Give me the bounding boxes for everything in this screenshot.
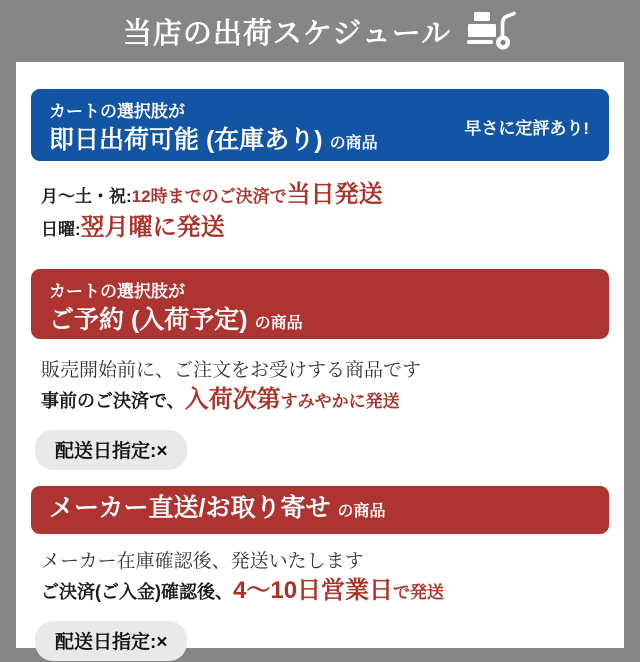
preorder-details [41, 357, 609, 418]
content-panel [16, 62, 624, 653]
sunday-shipping-line [41, 212, 609, 247]
stock-check-line: メーカー在庫確認後、発送いたします [41, 551, 364, 572]
header-title-main: メーカー直送/お取り寄せ [49, 494, 331, 522]
section-header-immediate-shipping [31, 89, 609, 161]
title-bar [0, 0, 640, 62]
preorder-description-line: 販売開始前に、ご注文をお受けする商品です [41, 360, 422, 381]
weekday-condition: 12時までのご決済で [131, 187, 287, 206]
header-title [49, 492, 385, 528]
hand-truck-icon [467, 7, 517, 56]
maker-shipping-line [41, 575, 609, 609]
maker-direct-details [41, 548, 609, 609]
header-title-suffix: の商品 [254, 315, 303, 332]
shipping-suffix-text: で発送 [393, 583, 445, 602]
upon-arrival-highlight: 入荷次第 [184, 386, 281, 413]
business-days-highlight: 4〜10日営業日 [233, 577, 394, 604]
delivery-date-pill: 配送日指定:× [35, 430, 187, 470]
immediate-shipping-details [41, 181, 609, 247]
weekday-label: 月〜土・祝: [41, 187, 132, 206]
header-title-suffix: の商品 [337, 503, 386, 520]
speed-reputation-badge: 早さに定評あり! [464, 119, 589, 138]
header-subtitle: カートの選択肢が [49, 102, 185, 121]
payment-confirmation-label: ご決済(ご入金)確認後、 [41, 582, 233, 602]
section-header-preorder [31, 269, 609, 339]
header-subtitle: カートの選択肢が [49, 282, 185, 301]
weekday-shipping-line [41, 181, 609, 212]
delivery-date-pill: 配送日指定:× [35, 621, 187, 661]
page-title: 当店の出荷スケジュール [122, 17, 452, 50]
header-title-main: ご予約 (入荷予定) [49, 306, 248, 334]
section-header-maker-direct [31, 486, 609, 534]
header-title-suffix: の商品 [329, 135, 378, 152]
sunday-label: 日曜: [41, 220, 81, 239]
same-day-shipping-highlight: 当日発送 [286, 181, 383, 208]
preorder-shipping-line [41, 384, 609, 418]
header-title [49, 304, 591, 340]
next-monday-shipping-highlight: 翌月曜に発送 [80, 214, 225, 241]
header-title-main: 即日出荷可能 (在庫あり) [49, 126, 323, 154]
prompt-shipping-text: すみやかに発送 [280, 392, 400, 411]
prepayment-label: 事前のご決済で、 [41, 391, 185, 411]
